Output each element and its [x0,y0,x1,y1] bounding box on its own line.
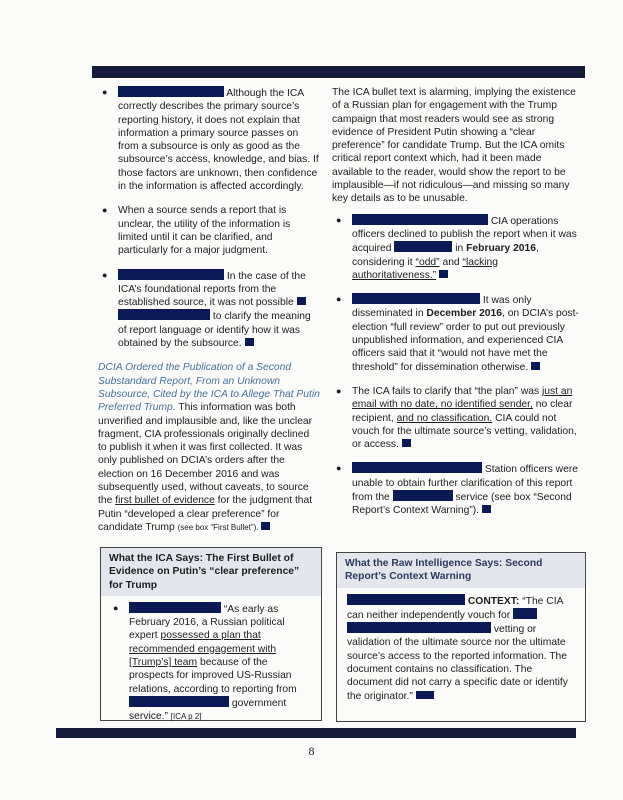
redaction [118,309,210,320]
box-title: What the ICA Says: The First Bullet of Evidence on Putin’s “clear preference” for Trump [101,548,321,596]
redaction [352,462,482,473]
bottom-classification-band [56,728,576,738]
bullet-text: When a source sends a report that is unclear, the utility of the information is limited until it can be clarified, and particularly for a major judgment. [118,205,291,257]
redaction [352,214,488,225]
bullet-icon: ● [336,294,342,305]
left-column [98,86,320,544]
bullet-text: service (see box “Second Report’s Context Warning”). [352,492,572,517]
box-quote-underlined: possessed a plan that recommended engagement with [Trump’s] team [129,630,277,669]
second-report-paragraph [98,361,320,534]
second-report-box [336,552,586,722]
bullet-icon: ● [336,214,342,225]
box-quote: because of the prospects for improved US-Russian relations, according to reporting from [129,657,297,695]
bullet-text: , considering it [352,243,539,268]
bullet-text: and [442,256,460,268]
bullet-primary-source [98,86,320,193]
bullet-text: in [455,243,464,255]
box-body [337,588,585,709]
bullet-unclear-report [98,204,320,257]
box-label: CONTEXT: [467,595,520,607]
bullet-underlined: and no classification. [396,412,493,424]
box-quote: “As early as February 2016, a Russian political expert [129,603,285,642]
bullet-text: Although the ICA correctly describes the primary source’s reporting history, it does not explain that information a primary source passes on from a subsource is only as good as the subsource’s access, knowledge, and bias. If those factors are unknown, then confidence in the information is affected accordingly. [118,88,319,193]
bullet-disseminated [332,293,582,374]
box-body [101,596,321,730]
redaction [416,691,434,699]
box-quote: government service.” [129,697,287,723]
bullet-icon: ● [113,602,119,613]
bullet-declined-publish [332,214,582,282]
box-title: What the Raw Intelligence Says: Second Report’s Context Warning [337,553,585,588]
bullet-text: It was only disseminated in [352,295,532,320]
redaction [513,608,537,619]
bullet-icon: ● [102,87,108,97]
redaction [347,622,491,633]
intro-paragraph: The ICA bullet text is alarming, implying the existence of a Russian plan for engagement with the Trump campaign that most readers would see as strong evidence of President Putin showing a “clear preference” for candidate Trump. But the ICA omits critical report context which, had it been made available to the reader, would show the report to be implausible—if not ridiculous—and missing so many key details as to be unusable. [332,87,576,205]
redaction [531,362,540,370]
box-text: “The CIA can neither independently vouch for [347,595,563,621]
redaction [402,439,411,447]
redaction [352,293,480,304]
redaction [129,696,229,707]
italic-heading: DCIA Ordered the Publication of a Second Substandard Report, From an Unknown Subsource, Cited by the ICA to Allege That Putin Preferred Trump. [98,362,320,414]
redaction [245,338,254,346]
bullet-text: Station officers were unable to obtain further clarification of this report from the [352,464,578,504]
first-bullet-box [100,547,322,721]
paragraph-tail: for the judgment that Putin “developed a clear preference” for candidate Trump [98,495,313,533]
page-number: 8 [308,744,315,758]
right-column [332,86,582,529]
bullet-foundational-reports [98,269,320,351]
redaction [297,297,306,305]
redaction [394,241,452,252]
bullet-text: In the case of the ICA’s foundational reports from the established source, it was not possible [118,270,306,309]
bullet-bold-date: February 2016 [466,243,536,255]
bullet-text: no clear recipient, [352,399,573,424]
bullet-text: to clarify the meaning of report language or identify how it was obtained by the subsource. [118,311,311,350]
paragraph-body: This information was both unverified and implausible and, like the unclear fragment, CIA professionals originally declined to publish it when it was first collected. It was only published on DCIA’s orders after the election on 16 December 2016 and was subsequently used, without caveats, to source the [98,402,313,507]
bullet-text: CIA could not vouch for the ultimate source’s vetting, validation, or access. [352,412,577,451]
redaction [118,269,224,280]
paragraph-underlined: first bullet of evidence [115,495,215,507]
bullet-text: , on DCIA’s post-election “full review” order to put out previously unpublished information, and experienced CIA officers said that it “would not have met the threshold” for dissemination otherwise. [352,308,579,373]
redaction [393,490,453,501]
bullet-bold-date: December 2016 [426,308,502,320]
redaction [439,270,448,278]
bullet-underlined: just an email with no date, no identified sender, [352,385,573,411]
redaction [482,505,491,513]
box-text: vetting or validation of the ultimate source nor the ultimate source’s access to the reported information. The document contains no classification. The document did not carry a specific date or identify the originator.” [347,624,568,702]
box-citation: [ICA p 2] [170,712,202,722]
redaction [118,86,224,97]
bullet-icon: ● [336,463,342,474]
bullet-underlined: “lacking authoritativeness.” [352,256,499,281]
bullet-text: CIA operations officers declined to publish the report when it was acquired [352,215,577,255]
top-classification-band [92,66,585,78]
bullet-icon: ● [102,205,108,216]
redaction [129,602,221,613]
bullet-station-officers [332,462,582,517]
bullet-text: The ICA fails to clarify that “the plan” was [352,385,540,397]
redaction [347,594,465,605]
bullet-underlined: “odd” [415,256,440,268]
bullet-icon: ● [102,269,108,280]
redaction [261,522,270,530]
bullet-icon: ● [336,385,342,396]
bullet-the-plan [332,385,582,451]
paragraph-box-ref: (see box “First Bullet”). [177,522,259,532]
